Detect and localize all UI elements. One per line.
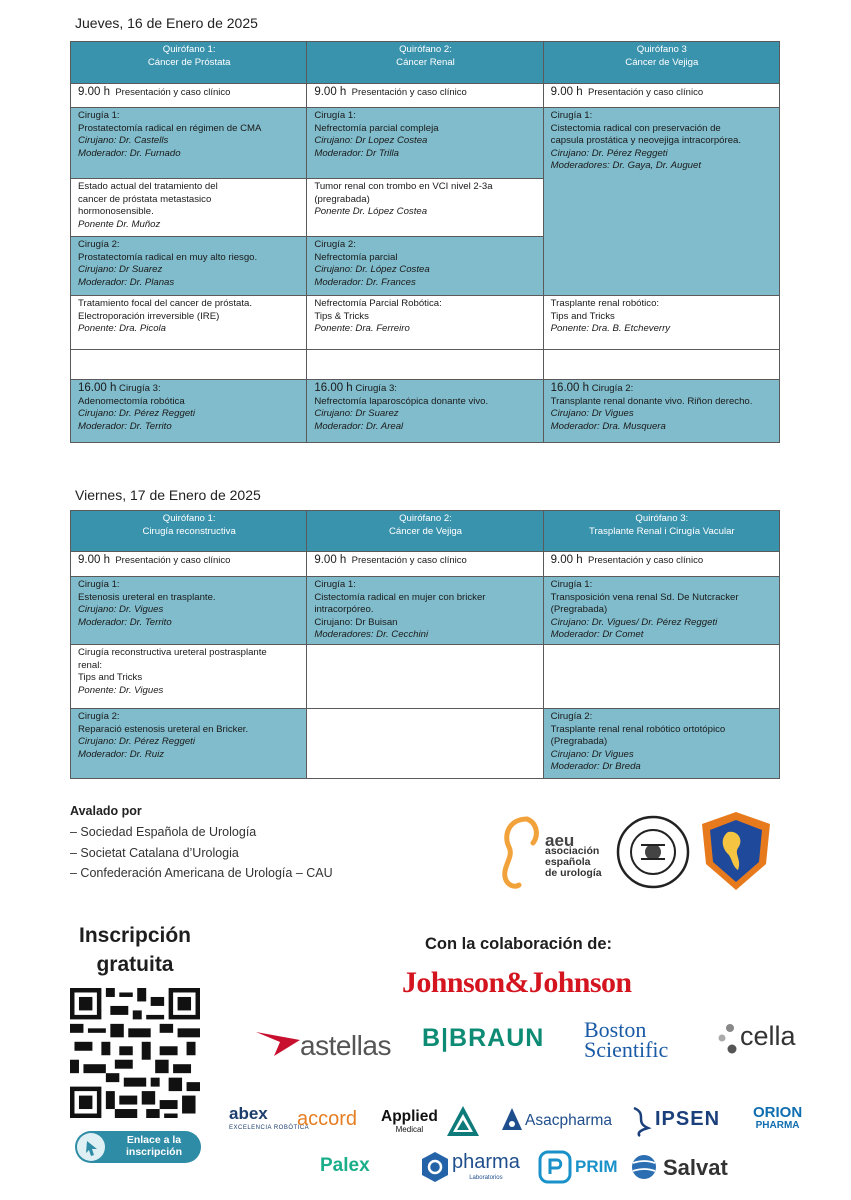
day2-q2-cirugia1: Cirugía 1: Cistectomía radical en mujer con bricker intracorpóreo. Cirujano: Dr Buisan Moderadores: Dr. Cecchini [307,577,543,645]
day2-empty-cell [543,645,779,709]
prim-logo: PRIM [575,1157,618,1176]
asacpharma-drop-icon [500,1106,524,1134]
day2-header-q2: Quirófano 2: Cáncer de Vejiga [307,511,543,552]
day1-q2-ponencia2: Nefrectomía Parcial Robótica: Tips & Tricks Ponente: Dra. Ferreiro [307,296,543,350]
day1-title: Jueves, 16 de Enero de 2025 [75,15,258,31]
day1-q1-ponencia2: Tratamiento focal del cancer de próstata. Electroporación irreversible (IRE) Ponente: Dra. Picola [71,296,307,350]
day1-header-q2: Quirófano 2: Cáncer Renal [307,42,543,84]
day1-q2-cirugia3: 16.00 h Cirugía 3: Nefrectomía laparoscópica donante vivo. Cirujano: Dr Suarez Moderador: Dr. Areal [307,380,543,443]
day2-time-q3: 9.00 h Presentación y caso clínico [543,552,779,577]
day1-time-q2: 9.00 h Presentación y caso clínico [307,84,543,108]
day2-q3-cirugia2: Cirugía 2: Trasplante renal renal robótico ortotópico (Pregrabada) Cirujano: Dr Vigues Moderador: Dr Breda [543,709,779,779]
abex-logo: abex EXCELENCIA ROBÓTICA [229,1104,310,1131]
day2-header-q1: Quirófano 1: Cirugía reconstructiva [71,511,307,552]
day2-q3-cirugia1: Cirugía 1: Transposición vena renal Sd. De Nutcracker (Pregrabada) Cirujano: Dr. Vigues/ Dr. Pérez Reggeti Moderador: Dr Comet [543,577,779,645]
day2-time-q2: 9.00 h Presentación y caso clínico [307,552,543,577]
salvat-globe-icon [630,1153,658,1181]
day1-header-q3: Quirófano 3 Cáncer de Vejiga [543,42,779,84]
day2-empty-cell [307,709,543,779]
day1-header-q1: Quirófano 1: Cáncer de Próstata [71,42,307,84]
endorser-item: – Sociedad Española de Urología [70,825,257,839]
endorser-item: – Societat Catalana d’Urologia [70,845,239,860]
day1-q2-ponencia: Tumor renal con trombo en VCI nivel 2-3a (pregrabada) Ponente Dr. López Costea [307,179,543,237]
day1-q1-cirugia2: Cirugía 2: Prostatectomía radical en muy alto riesgo. Cirujano: Dr Suarez Moderador: Dr. Planas [71,237,307,296]
endorsed-by-section [70,804,333,884]
day1-q2-cirugia1: Cirugía 1: Nefrectomía parcial compleja Cirujano: Dr Lopez Costea Moderador: Dr Trilla [307,108,543,179]
day1-empty-cell [307,350,543,380]
salvat-logo: Salvat [663,1155,728,1180]
day1-q1-ponencia: Estado actual del tratamiento del cancer de próstata metastasico hormonosensible. Ponente Dr. Muñoz [71,179,307,237]
orion-pharma-logo: ORION PHARMA [753,1104,803,1131]
boston-scientific-logo: Boston Scientific [584,1017,669,1062]
day2-schedule-table [70,510,780,779]
sponsors-title: Con la colaboración de: [425,935,613,953]
societat-catalana-seal-icon [616,815,690,889]
ipsen-logo: IPSEN [655,1108,721,1130]
prim-p-icon [538,1150,572,1184]
asacpharma-logo: Asacpharma [525,1112,613,1129]
pointer-icon [77,1133,105,1161]
qpharma-logo: pharma Laboratorios [452,1151,520,1181]
day2-q1-cirugia2: Cirugía 2: Reparació estenosis ureteral en Bricker. Cirujano: Dr. Pérez Reggeti Moderador: Dr. Ruiz [71,709,307,779]
astellas-swoosh-icon [254,1022,302,1058]
day2-time-q1: 9.00 h Presentación y caso clínico [71,552,307,577]
ipsen-helix-icon [630,1106,652,1138]
registration-title: Inscripción gratuita [78,924,192,976]
day1-time-q3: 9.00 h Presentación y caso clínico [543,84,779,108]
day2-title: Viernes, 17 de Enero de 2025 [75,487,261,503]
day1-q2-cirugia2: Cirugía 2: Nefrectomía parcial Cirujano: Dr. López Costea Moderador: Dr. Frances [307,237,543,296]
bbraun-logo: B|BRAUN [422,1024,545,1052]
applied-medical-logo: Applied Medical [381,1108,438,1134]
aeu-logo-text: aeu asociación española de urología [545,831,602,879]
day2-q1-ponencia: Cirugía reconstructiva ureteral postrasplante renal: Tips and Tricks Ponente: Dr. Vigues [71,645,307,709]
endorsed-by-title: Avalado por [70,804,142,818]
day1-q3-ponencia2: Trasplante renal robótico: Tips and Tricks Ponente: Dra. B. Etcheverry [543,296,779,350]
day1-schedule-table [70,41,780,443]
accord-logo: accord [297,1108,358,1130]
day1-empty-cell [71,350,307,380]
cella-logo: cella [740,1021,796,1051]
johnson-johnson-logo: Johnson&Johnson [402,966,632,999]
day1-q1-cirugia3: 16.00 h Cirugía 3: Adenomectomía robótica Cirujano: Dr. Pérez Reggeti Moderador: Dr. Territo [71,380,307,443]
day1-q3-cirugia2: 16.00 h Cirugía 2: Transplante renal donante vivo. Riñon derecho. Cirujano: Dr Vigues Moderador: Dra. Musquera [543,380,779,443]
day1-q1-cirugia1: Cirugía 1: Prostatectomía radical en régimen de CMA Cirujano: Dr. Castells Moderador: Dr. Furnado [71,108,307,179]
cau-shield-icon [698,810,774,892]
endorser-item: – Confederación Americana de Urología – CAU [70,866,333,880]
registration-qr-code[interactable] [70,988,200,1118]
registration-link-button[interactable]: Enlace a la inscripción [75,1131,201,1163]
day1-time-q1: 9.00 h Presentación y caso clínico [71,84,307,108]
day2-empty-cell [307,645,543,709]
applied-triangle-icon [445,1104,481,1138]
day2-q1-cirugia1: Cirugía 1: Estenosis ureteral en trasplante. Cirujano: Dr. Vigues Moderador: Dr. Territo [71,577,307,645]
aeu-kidney-logo [497,813,545,891]
day2-header-q3: Quirófano 3: Trasplante Renal i Cirugía Vacular [543,511,779,552]
palex-logo: Palex [320,1155,370,1176]
day1-q3-cirugia1: Cirugía 1: Cistectomia radical con preservación de capsula prostática y neovejiga intracorpórea. Cirujano: Dr. Pérez Reggeti Moderadores: Dr. Gaya, Dr. Auguet [543,108,779,296]
cella-dots-icon [716,1022,740,1056]
day1-empty-cell [543,350,779,380]
astellas-logo: astellas [300,1030,391,1061]
qpharma-hexagon-icon [421,1151,449,1183]
